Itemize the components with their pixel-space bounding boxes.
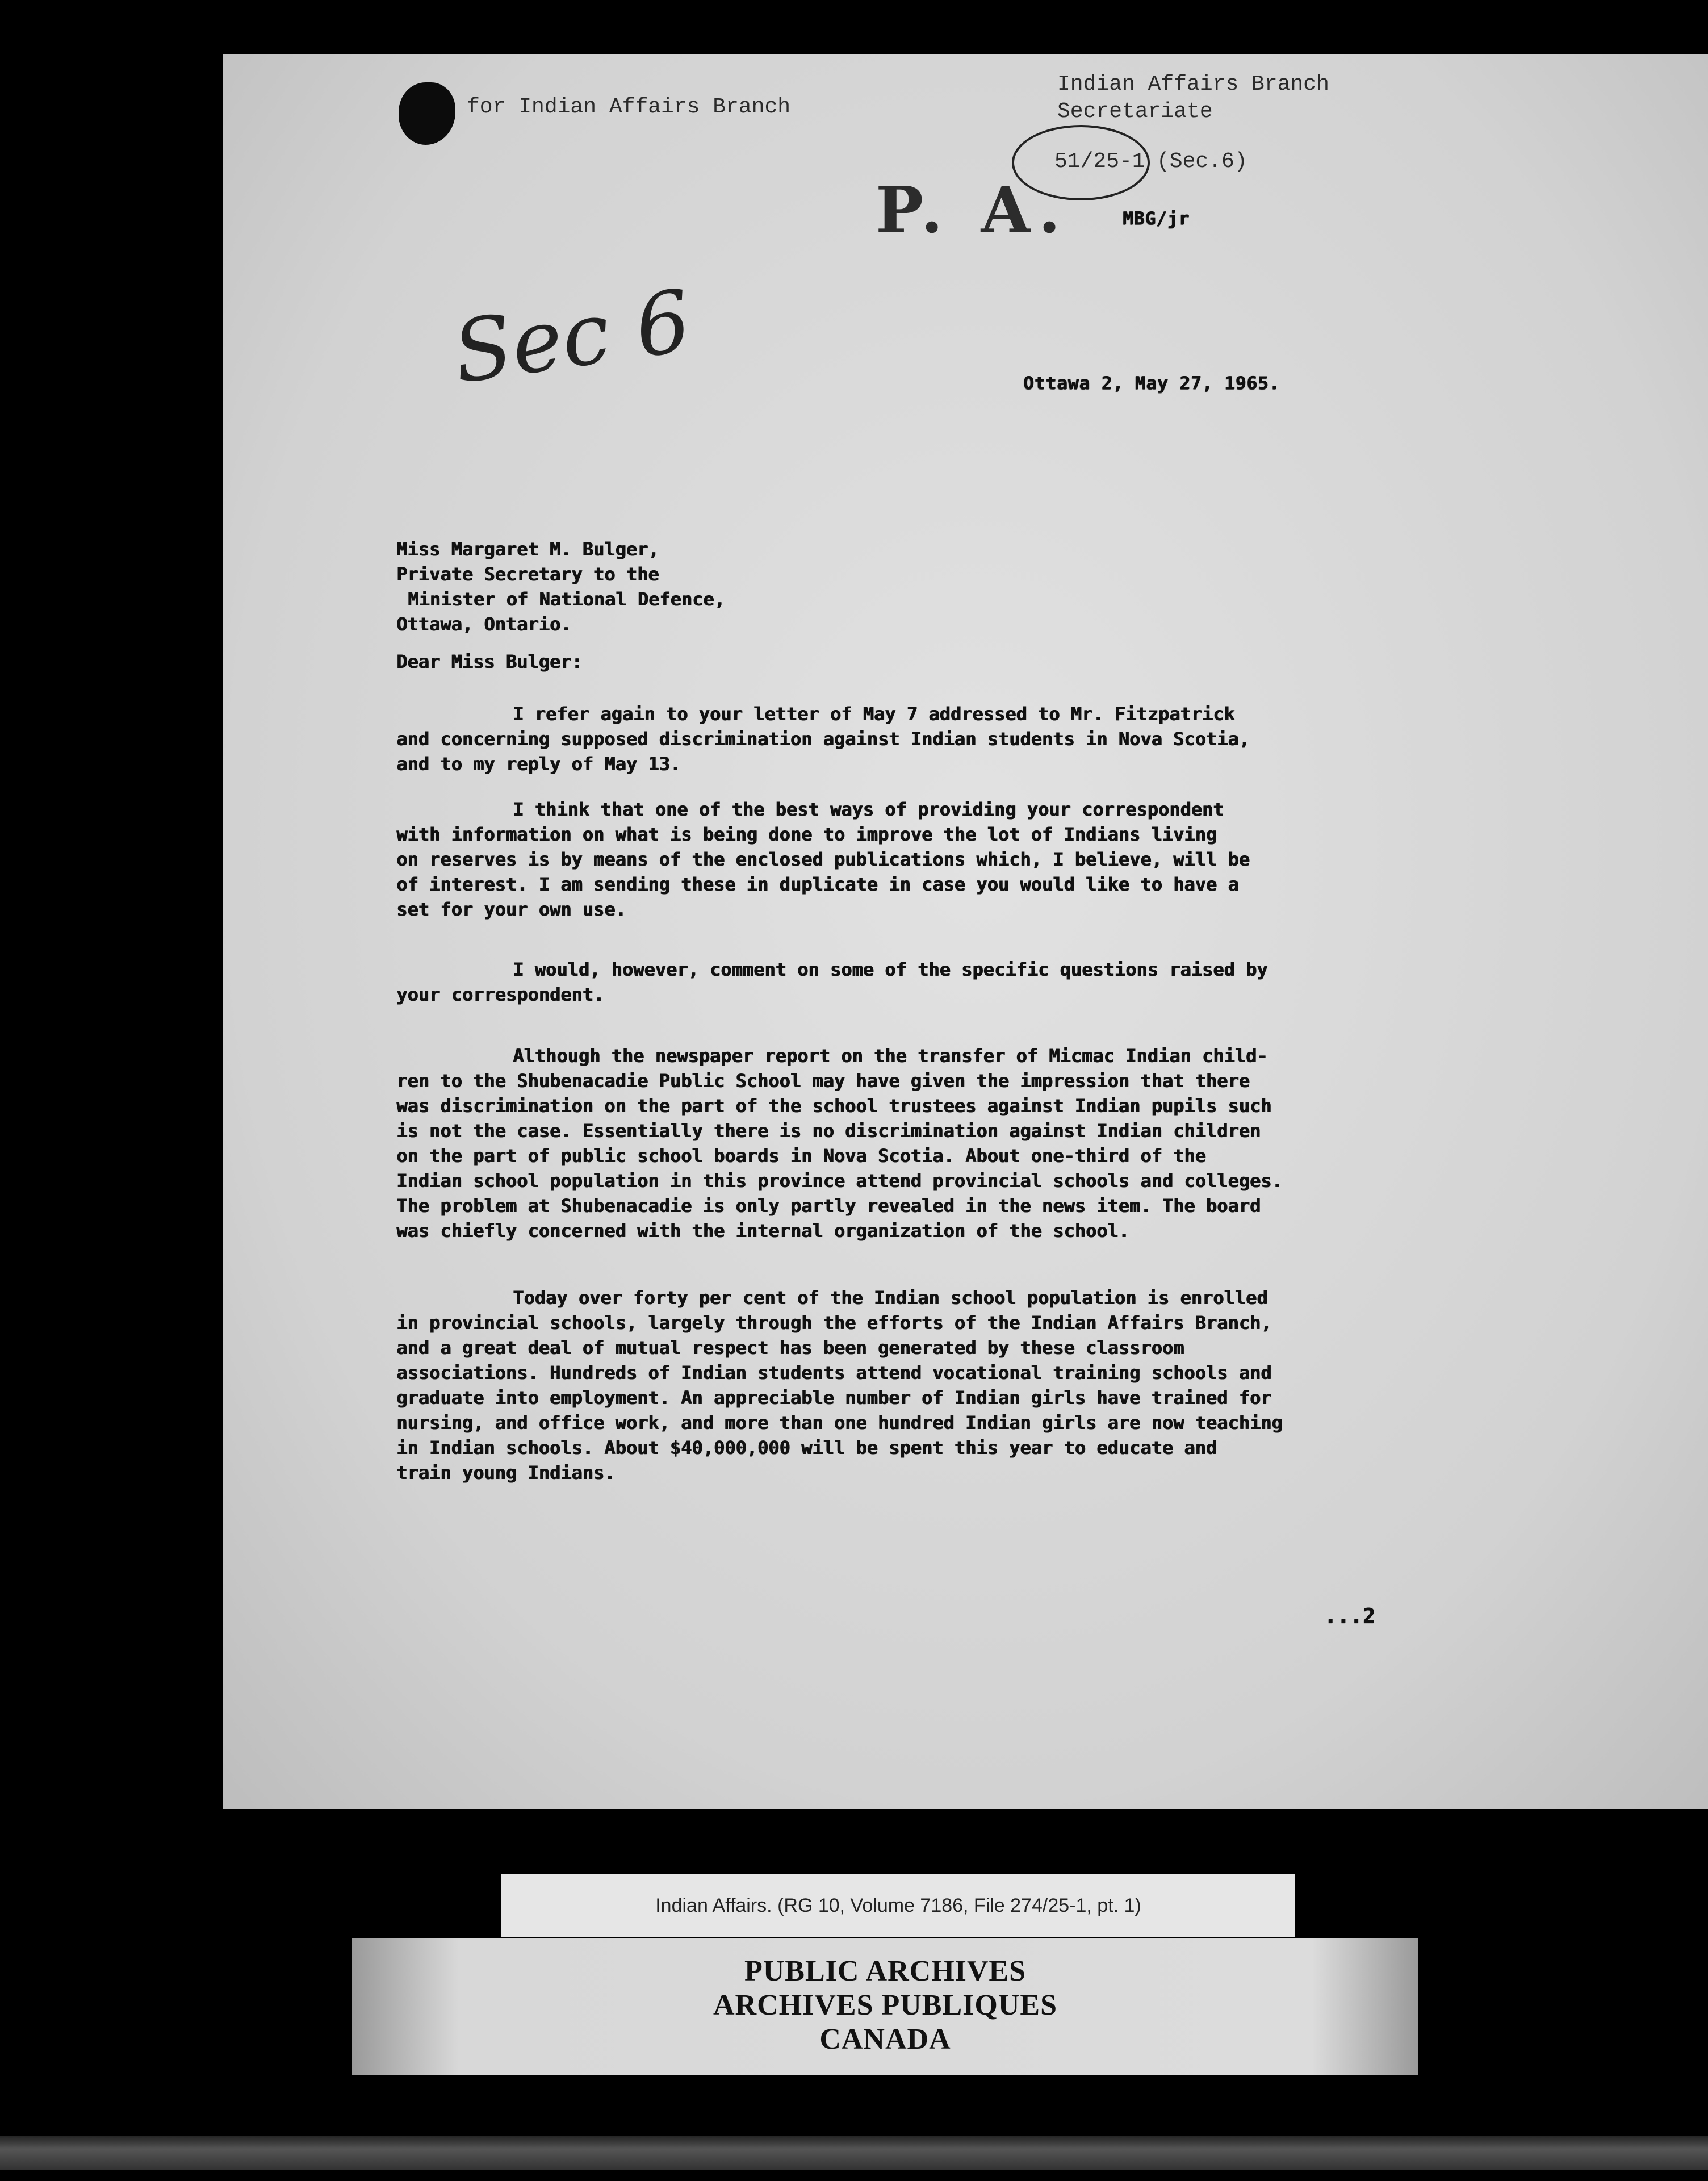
handwritten-note: Sec 6	[447, 271, 697, 403]
org-line-1: Indian Affairs Branch	[1057, 72, 1329, 97]
paragraph-line: nursing, and office work, and more than one hundred Indian girls are now teaching	[396, 1412, 1283, 1434]
paragraph-line: ren to the Shubenacadie Public School may have given the impression that there	[396, 1070, 1250, 1092]
file-ref: 51/25-1	[1054, 149, 1145, 174]
paragraph-line: your correspondent.	[396, 984, 605, 1005]
film-edge	[0, 2136, 1708, 2170]
paragraph-2	[396, 797, 1475, 922]
paragraph-line: I would, however, comment on some of the specific questions raised by	[513, 959, 1268, 980]
paragraph-line: I think that one of the best ways of providing your correspondent	[513, 799, 1224, 820]
addressee-line: Private Secretary to the	[396, 563, 659, 585]
paragraph-line: I refer again to your letter of May 7 addressed to Mr. Fitzpatrick	[513, 703, 1235, 725]
paragraph-line: of interest. I am sending these in duplicate in case you would like to have a	[396, 874, 1239, 895]
addressee-line: Minister of National Defence,	[408, 588, 725, 610]
section-ref: (Sec.6)	[1157, 149, 1247, 174]
archive-line-1: PUBLIC ARCHIVES	[744, 1955, 1027, 1987]
paragraph-line: graduate into employment. An appreciable number of Indian girls have trained for	[396, 1387, 1272, 1409]
paragraph-line: Although the newspaper report on the transfer of Micmac Indian child-	[513, 1045, 1268, 1067]
org-line-2: Secretariate	[1057, 99, 1213, 124]
paragraph-line: in provincial schools, largely through the efforts of the Indian Affairs Branch,	[396, 1312, 1272, 1334]
paragraph-line: on reserves is by means of the enclosed publications which, I believe, will be	[396, 849, 1250, 870]
paragraph-line: associations. Hundreds of Indian students attend vocational training schools and	[396, 1362, 1272, 1384]
continuation-marker: ...2	[1324, 1605, 1376, 1628]
paragraph-line: is not the case. Essentially there is no discrimination against Indian children	[396, 1120, 1261, 1142]
letterhead-left-line: for Indian Affairs Branch	[467, 95, 791, 119]
addressee-line: Ottawa, Ontario.	[396, 613, 572, 635]
paragraph-5	[396, 1285, 1475, 1485]
typist-initials: MBG/jr	[1123, 208, 1190, 229]
paragraph-4	[396, 1043, 1475, 1243]
pa-stamp: P. A.	[876, 173, 1069, 248]
archive-citation-label	[501, 1874, 1295, 1937]
letter-page	[223, 54, 1708, 1809]
addressee-line: Miss Margaret M. Bulger,	[396, 538, 659, 560]
paragraph-line: Today over forty per cent of the Indian school population is enrolled	[513, 1287, 1268, 1309]
paragraph-line: with information on what is being done to improve the lot of Indians living	[396, 824, 1217, 845]
place-date: Ottawa 2, May 27, 1965.	[1023, 373, 1280, 394]
archive-citation: Indian Affairs. (RG 10, Volume 7186, File 274/25-1, pt. 1)	[655, 1894, 1141, 1916]
archive-line-3: CANADA	[819, 2023, 951, 2055]
paragraph-line: and to my reply of May 13.	[396, 753, 681, 775]
archive-line-2: ARCHIVES PUBLIQUES	[713, 1989, 1058, 2021]
addressee-block	[396, 537, 1475, 637]
paragraph-line: set for your own use.	[396, 899, 626, 920]
paragraph-line: on the part of public school boards in Nova Scotia. About one-third of the	[396, 1145, 1206, 1167]
paragraph-line: was discrimination on the part of the school trustees against Indian pupils such	[396, 1095, 1272, 1117]
archive-stamp-label	[352, 1938, 1418, 2075]
paragraph-1	[396, 701, 1475, 776]
punch-hole	[399, 82, 455, 145]
salutation: Dear Miss Bulger:	[396, 651, 583, 672]
paragraph-3	[396, 957, 1475, 1007]
paragraph-line: Indian school population in this province attend provincial schools and colleges.	[396, 1170, 1283, 1192]
paragraph-line: The problem at Shubenacadie is only partly revealed in the news item. The board	[396, 1195, 1261, 1217]
paragraph-line: in Indian schools. About $40,000,000 will be spent this year to educate and	[396, 1437, 1217, 1459]
paragraph-line: and a great deal of mutual respect has been generated by these classroom	[396, 1337, 1184, 1359]
paragraph-line: and concerning supposed discrimination against Indian students in Nova Scotia,	[396, 728, 1250, 750]
paragraph-line: was chiefly concerned with the internal organization of the school.	[396, 1220, 1129, 1242]
paragraph-line: train young Indians.	[396, 1462, 616, 1484]
